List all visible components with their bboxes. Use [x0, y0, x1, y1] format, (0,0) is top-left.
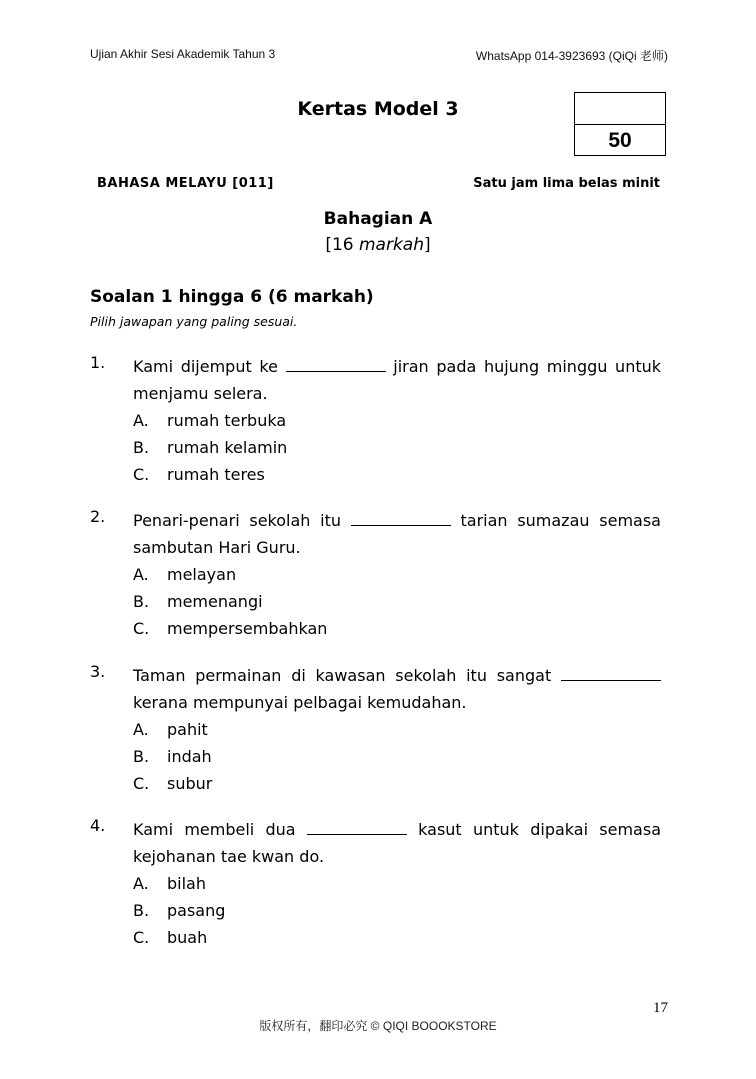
answer-blank	[561, 666, 661, 681]
duration-label: Satu jam lima belas minit	[473, 176, 660, 191]
question-stem	[133, 816, 661, 870]
option-letter: A.	[133, 565, 149, 584]
paper-title: Kertas Model 3	[297, 98, 459, 120]
option-a[interactable]	[133, 407, 661, 434]
option-letter: A.	[133, 411, 149, 430]
option-text: indah	[167, 747, 212, 766]
option-b[interactable]	[133, 588, 661, 615]
question-number: 2.	[90, 507, 106, 526]
option-letter: C.	[133, 774, 150, 793]
option-text: memenangi	[167, 592, 263, 611]
option-text: rumah terbuka	[167, 411, 287, 430]
options	[133, 870, 661, 951]
question-stem	[133, 353, 661, 407]
answer-blank	[307, 820, 407, 835]
option-c[interactable]	[133, 770, 661, 797]
option-b[interactable]	[133, 897, 661, 924]
option-letter: A.	[133, 874, 149, 893]
answer-blank	[351, 511, 451, 526]
stem-before: Kami dijemput ke	[133, 357, 286, 376]
section-title: Bahagian A	[323, 209, 433, 229]
option-letter: B.	[133, 747, 150, 766]
option-text: pasang	[167, 901, 226, 920]
options	[133, 561, 661, 642]
score-box	[574, 92, 666, 156]
question-number: 3.	[90, 662, 106, 681]
options	[133, 716, 661, 797]
page-number: 17	[653, 1000, 668, 1016]
option-c[interactable]	[133, 924, 661, 951]
option-c[interactable]	[133, 615, 661, 642]
question-number: 4.	[90, 816, 106, 835]
stem-after: kasut untuk dipakai semasa kejohanan tae kwan do.	[133, 820, 662, 866]
marks-suffix: ]	[424, 235, 431, 255]
option-text: melayan	[167, 565, 237, 584]
stem-after: kerana mempunyai pelbagai kemudahan.	[133, 693, 467, 712]
option-letter: B.	[133, 592, 150, 611]
option-b[interactable]	[133, 743, 661, 770]
subject-label: BAHASA MELAYU [011]	[97, 176, 274, 191]
questions-heading: Soalan 1 hingga 6 (6 markah)	[90, 287, 374, 307]
question-stem	[133, 662, 661, 716]
option-a[interactable]	[133, 561, 661, 588]
marks-word: markah	[359, 235, 425, 255]
option-letter: C.	[133, 465, 150, 484]
option-letter: B.	[133, 438, 150, 457]
option-b[interactable]	[133, 434, 661, 461]
option-a[interactable]	[133, 716, 661, 743]
instruction: Pilih jawapan yang paling sesuai.	[90, 314, 298, 329]
section-marks	[0, 235, 756, 255]
option-text: subur	[167, 774, 213, 793]
options	[133, 407, 661, 488]
option-text: bilah	[167, 874, 206, 893]
stem-before: Penari-penari sekolah itu	[133, 511, 351, 530]
score-total-cell: 50	[608, 128, 632, 152]
answer-blank	[286, 357, 386, 372]
option-text: mempersembahkan	[167, 619, 328, 638]
option-letter: C.	[133, 619, 150, 638]
option-text: rumah kelamin	[167, 438, 288, 457]
option-a[interactable]	[133, 870, 661, 897]
option-c[interactable]	[133, 461, 661, 488]
option-text: rumah teres	[167, 465, 265, 484]
header-exam-title: Ujian Akhir Sesi Akademik Tahun 3	[90, 47, 276, 61]
question-2	[90, 507, 661, 642]
option-letter: B.	[133, 901, 150, 920]
stem-after: jiran pada hujung minggu untuk menjamu selera.	[133, 357, 662, 403]
question-4	[90, 816, 661, 951]
question-number: 1.	[90, 353, 106, 372]
marks-prefix: [16	[325, 235, 359, 255]
stem-before: Taman permainan di kawasan sekolah itu sangat	[133, 666, 561, 685]
option-letter: A.	[133, 720, 149, 739]
stem-after: tarian sumazau semasa sambutan Hari Guru.	[133, 511, 661, 557]
score-obtained-cell	[575, 93, 665, 125]
copyright-footer: 版权所有，翻印必究 © QIQI BOOOKSTORE	[259, 1019, 497, 1033]
question-3	[90, 662, 661, 797]
header-contact: WhatsApp 014-3923693 (QiQi 老师)	[475, 49, 668, 63]
option-text: pahit	[167, 720, 208, 739]
stem-before: Kami membeli dua	[133, 820, 307, 839]
question-stem	[133, 507, 661, 561]
option-text: buah	[167, 928, 208, 947]
option-letter: C.	[133, 928, 150, 947]
question-1	[90, 353, 661, 488]
